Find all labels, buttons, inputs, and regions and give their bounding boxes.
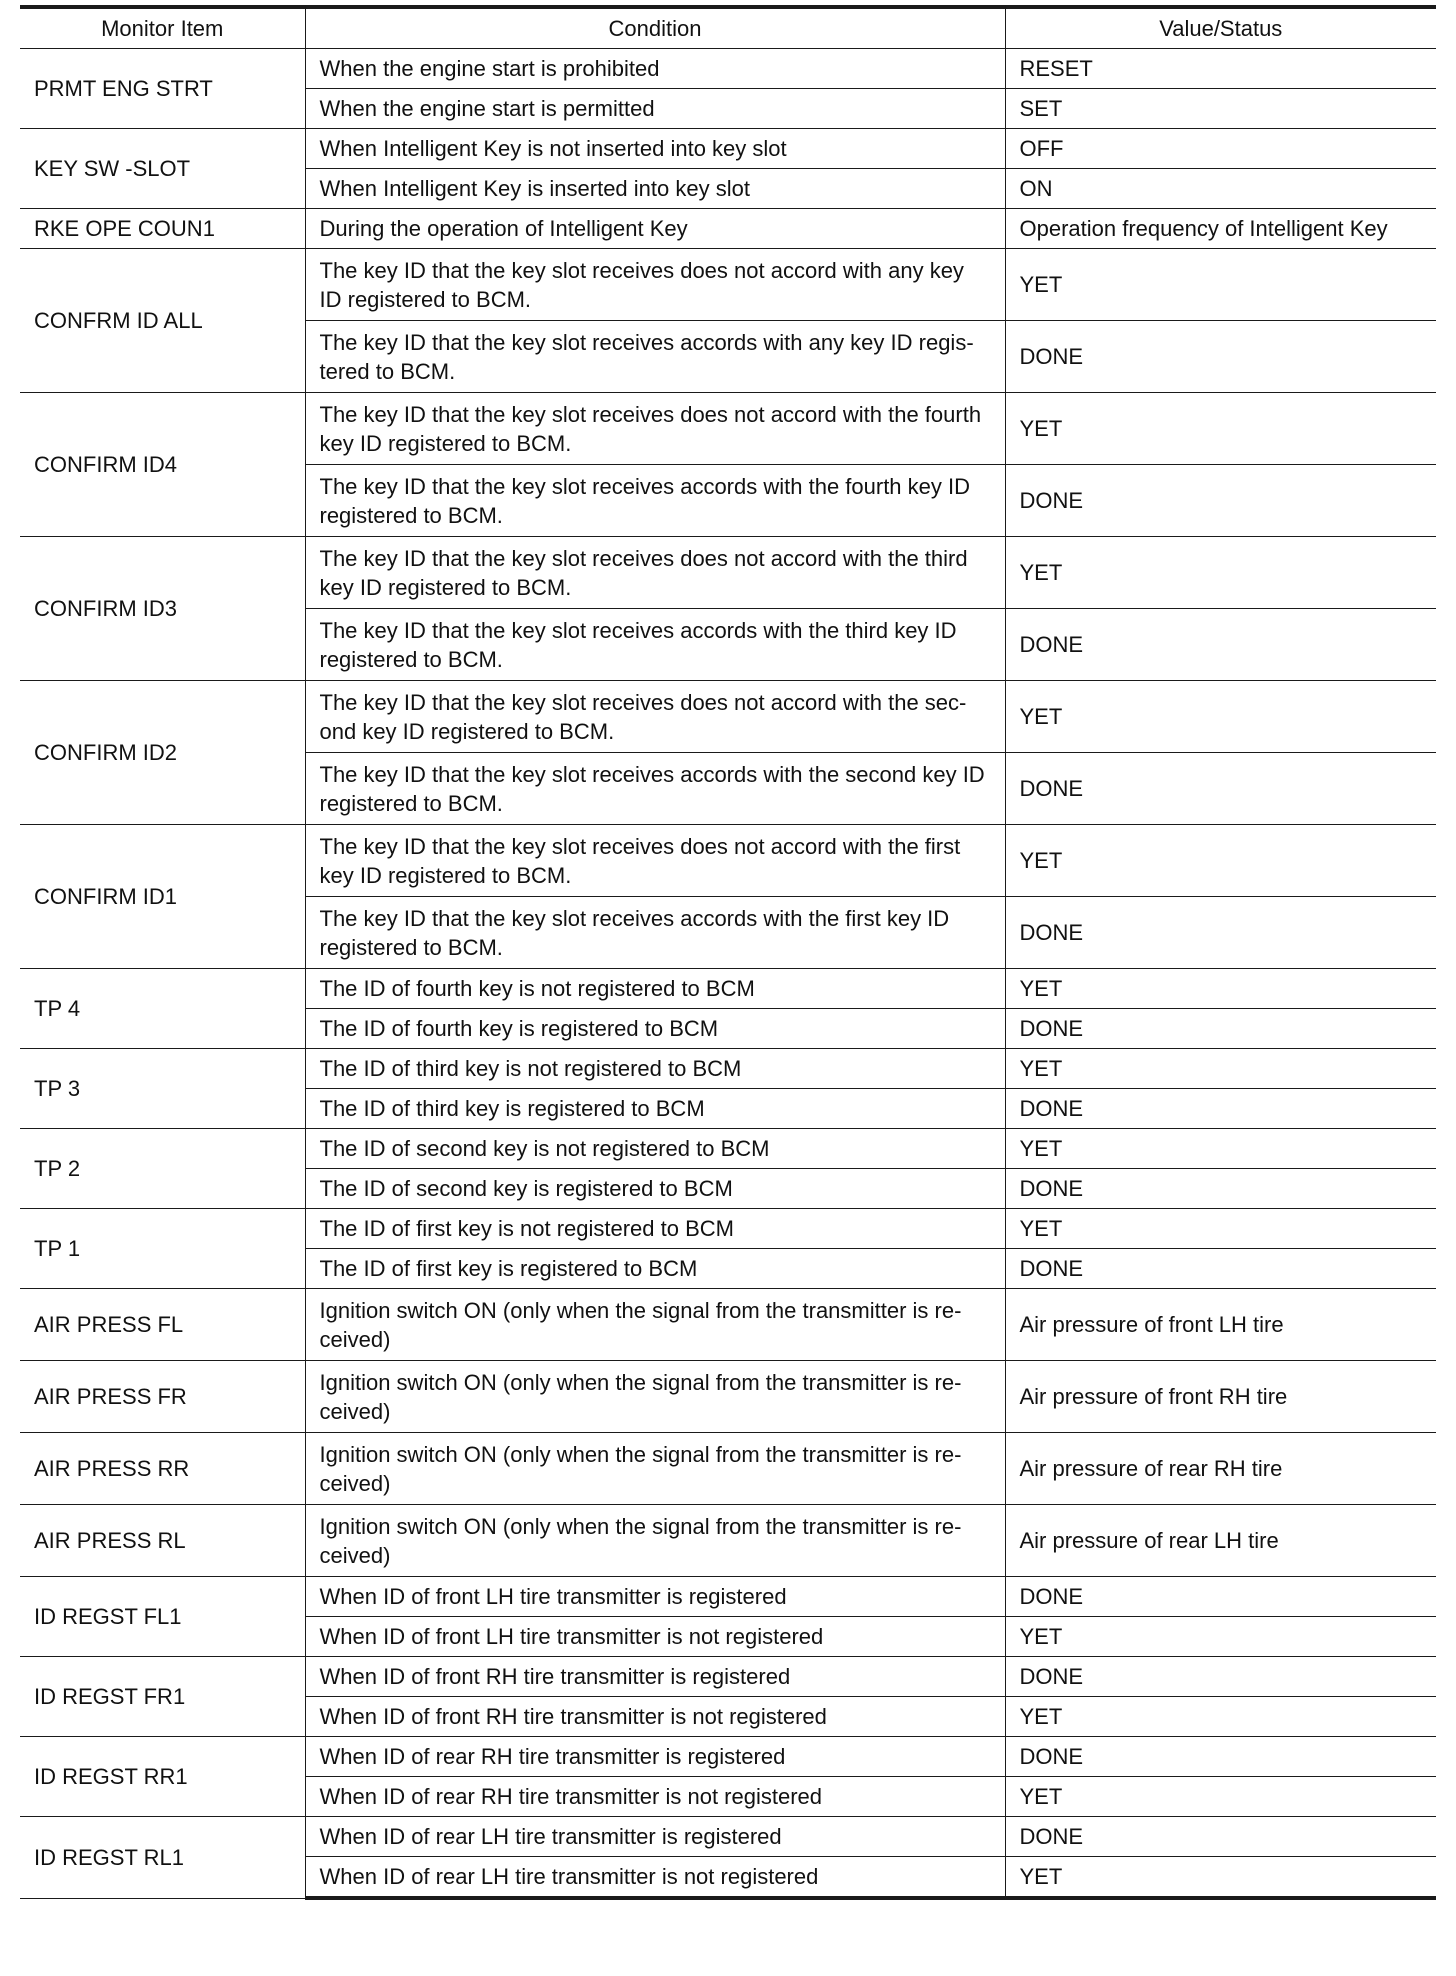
value-status-cell: YET <box>1005 825 1436 897</box>
condition-cell: The key ID that the key slot receives does not accord with the first key ID registered to BCM. <box>305 825 1005 897</box>
monitor-item-cell: KEY SW -SLOT <box>20 129 305 209</box>
value-status-cell: DONE <box>1005 465 1436 537</box>
monitor-item-cell: AIR PRESS RL <box>20 1505 305 1577</box>
monitor-item-table <box>20 5 1436 1900</box>
monitor-item-cell: CONFIRM ID4 <box>20 393 305 537</box>
table-row <box>20 1737 1436 1777</box>
value-status-cell: YET <box>1005 1697 1436 1737</box>
table-row <box>20 1049 1436 1089</box>
value-status-cell: DONE <box>1005 1577 1436 1617</box>
value-status-cell: DONE <box>1005 321 1436 393</box>
table-row <box>20 1817 1436 1857</box>
value-status-cell: YET <box>1005 1777 1436 1817</box>
table-row <box>20 969 1436 1009</box>
value-status-cell: OFF <box>1005 129 1436 169</box>
value-status-cell: YET <box>1005 1617 1436 1657</box>
condition-cell: The ID of third key is not registered to BCM <box>305 1049 1005 1089</box>
condition-cell: The ID of fourth key is registered to BCM <box>305 1009 1005 1049</box>
condition-cell: When ID of rear RH tire transmitter is not registered <box>305 1777 1005 1817</box>
value-status-cell: ON <box>1005 169 1436 209</box>
value-status-cell: DONE <box>1005 609 1436 681</box>
value-status-cell: Air pressure of front RH tire <box>1005 1361 1436 1433</box>
table-row <box>20 681 1436 753</box>
value-status-cell: SET <box>1005 89 1436 129</box>
monitor-item-cell: RKE OPE COUN1 <box>20 209 305 249</box>
header-condition: Condition <box>305 7 1005 49</box>
condition-cell: When the engine start is permitted <box>305 89 1005 129</box>
value-status-cell: DONE <box>1005 1657 1436 1697</box>
condition-cell: The ID of fourth key is not registered to BCM <box>305 969 1005 1009</box>
condition-cell: When ID of rear LH tire transmitter is not registered <box>305 1857 1005 1899</box>
value-status-cell: Operation frequency of Intelligent Key <box>1005 209 1436 249</box>
condition-cell: The key ID that the key slot receives accords with the third key ID registered to BCM. <box>305 609 1005 681</box>
condition-cell: The key ID that the key slot receives accords with the second key ID registered to BCM. <box>305 753 1005 825</box>
condition-cell: The key ID that the key slot receives accords with any key ID regis-tered to BCM. <box>305 321 1005 393</box>
condition-cell: When ID of rear LH tire transmitter is registered <box>305 1817 1005 1857</box>
value-status-cell: YET <box>1005 1857 1436 1899</box>
table-row <box>20 49 1436 89</box>
value-status-cell: YET <box>1005 537 1436 609</box>
value-status-cell: YET <box>1005 249 1436 321</box>
monitor-item-cell: CONFIRM ID3 <box>20 537 305 681</box>
monitor-item-cell: TP 4 <box>20 969 305 1049</box>
value-status-cell: YET <box>1005 1049 1436 1089</box>
value-status-cell: DONE <box>1005 1169 1436 1209</box>
monitor-item-cell: ID REGST RL1 <box>20 1817 305 1899</box>
condition-cell: When Intelligent Key is inserted into key slot <box>305 169 1005 209</box>
table-row <box>20 1289 1436 1361</box>
monitor-item-cell: AIR PRESS FR <box>20 1361 305 1433</box>
condition-cell: The key ID that the key slot receives does not accord with any key ID registered to BCM. <box>305 249 1005 321</box>
table-row <box>20 1657 1436 1697</box>
monitor-item-cell: ID REGST FL1 <box>20 1577 305 1657</box>
condition-cell: The ID of second key is not registered to BCM <box>305 1129 1005 1169</box>
value-status-cell: RESET <box>1005 49 1436 89</box>
condition-cell: When ID of front LH tire transmitter is not registered <box>305 1617 1005 1657</box>
monitor-item-cell: ID REGST RR1 <box>20 1737 305 1817</box>
value-status-cell: DONE <box>1005 897 1436 969</box>
value-status-cell: DONE <box>1005 1737 1436 1777</box>
table-row <box>20 1505 1436 1577</box>
value-status-cell: YET <box>1005 393 1436 465</box>
condition-cell: When Intelligent Key is not inserted into key slot <box>305 129 1005 169</box>
condition-cell: Ignition switch ON (only when the signal from the transmitter is re-ceived) <box>305 1433 1005 1505</box>
monitor-item-cell: CONFIRM ID2 <box>20 681 305 825</box>
condition-cell: The ID of first key is not registered to BCM <box>305 1209 1005 1249</box>
monitor-item-cell: CONFIRM ID1 <box>20 825 305 969</box>
value-status-cell: DONE <box>1005 1089 1436 1129</box>
condition-cell: When ID of rear RH tire transmitter is registered <box>305 1737 1005 1777</box>
value-status-cell: DONE <box>1005 753 1436 825</box>
condition-cell: The key ID that the key slot receives accords with the first key ID registered to BCM. <box>305 897 1005 969</box>
value-status-cell: DONE <box>1005 1817 1436 1857</box>
condition-cell: When ID of front RH tire transmitter is not registered <box>305 1697 1005 1737</box>
condition-cell: The key ID that the key slot receives accords with the fourth key ID registered to BCM. <box>305 465 1005 537</box>
condition-cell: When ID of front RH tire transmitter is registered <box>305 1657 1005 1697</box>
table-row <box>20 537 1436 609</box>
condition-cell: Ignition switch ON (only when the signal from the transmitter is re-ceived) <box>305 1289 1005 1361</box>
monitor-item-cell: TP 3 <box>20 1049 305 1129</box>
value-status-cell: YET <box>1005 681 1436 753</box>
condition-cell: The key ID that the key slot receives does not accord with the sec-ond key ID registered to BCM. <box>305 681 1005 753</box>
monitor-item-cell: AIR PRESS RR <box>20 1433 305 1505</box>
value-status-cell: YET <box>1005 969 1436 1009</box>
condition-cell: During the operation of Intelligent Key <box>305 209 1005 249</box>
value-status-cell: DONE <box>1005 1249 1436 1289</box>
table-row <box>20 825 1436 897</box>
table-row <box>20 1361 1436 1433</box>
table-row <box>20 1209 1436 1249</box>
condition-cell: When ID of front LH tire transmitter is registered <box>305 1577 1005 1617</box>
table-header <box>20 7 1436 49</box>
condition-cell: The key ID that the key slot receives does not accord with the fourth key ID registered to BCM. <box>305 393 1005 465</box>
condition-cell: Ignition switch ON (only when the signal from the transmitter is re-ceived) <box>305 1361 1005 1433</box>
monitor-item-cell: PRMT ENG STRT <box>20 49 305 129</box>
table-row <box>20 249 1436 321</box>
table-row <box>20 1129 1436 1169</box>
header-row <box>20 7 1436 49</box>
monitor-item-cell: ID REGST FR1 <box>20 1657 305 1737</box>
table-body <box>20 49 1436 1899</box>
header-monitor-item: Monitor Item <box>20 7 305 49</box>
condition-cell: Ignition switch ON (only when the signal from the transmitter is re-ceived) <box>305 1505 1005 1577</box>
monitor-item-cell: TP 1 <box>20 1209 305 1289</box>
value-status-cell: Air pressure of rear LH tire <box>1005 1505 1436 1577</box>
monitor-item-cell: CONFRM ID ALL <box>20 249 305 393</box>
condition-cell: When the engine start is prohibited <box>305 49 1005 89</box>
table-row <box>20 1433 1436 1505</box>
table-row <box>20 209 1436 249</box>
condition-cell: The ID of first key is registered to BCM <box>305 1249 1005 1289</box>
value-status-cell: YET <box>1005 1129 1436 1169</box>
value-status-cell: Air pressure of rear RH tire <box>1005 1433 1436 1505</box>
table-row <box>20 1577 1436 1617</box>
condition-cell: The ID of second key is registered to BCM <box>305 1169 1005 1209</box>
table-row <box>20 393 1436 465</box>
monitor-item-cell: TP 2 <box>20 1129 305 1209</box>
header-value-status: Value/Status <box>1005 7 1436 49</box>
value-status-cell: YET <box>1005 1209 1436 1249</box>
condition-cell: The ID of third key is registered to BCM <box>305 1089 1005 1129</box>
condition-cell: The key ID that the key slot receives does not accord with the third key ID registered to BCM. <box>305 537 1005 609</box>
value-status-cell: DONE <box>1005 1009 1436 1049</box>
value-status-cell: Air pressure of front LH tire <box>1005 1289 1436 1361</box>
table-row <box>20 129 1436 169</box>
monitor-item-cell: AIR PRESS FL <box>20 1289 305 1361</box>
